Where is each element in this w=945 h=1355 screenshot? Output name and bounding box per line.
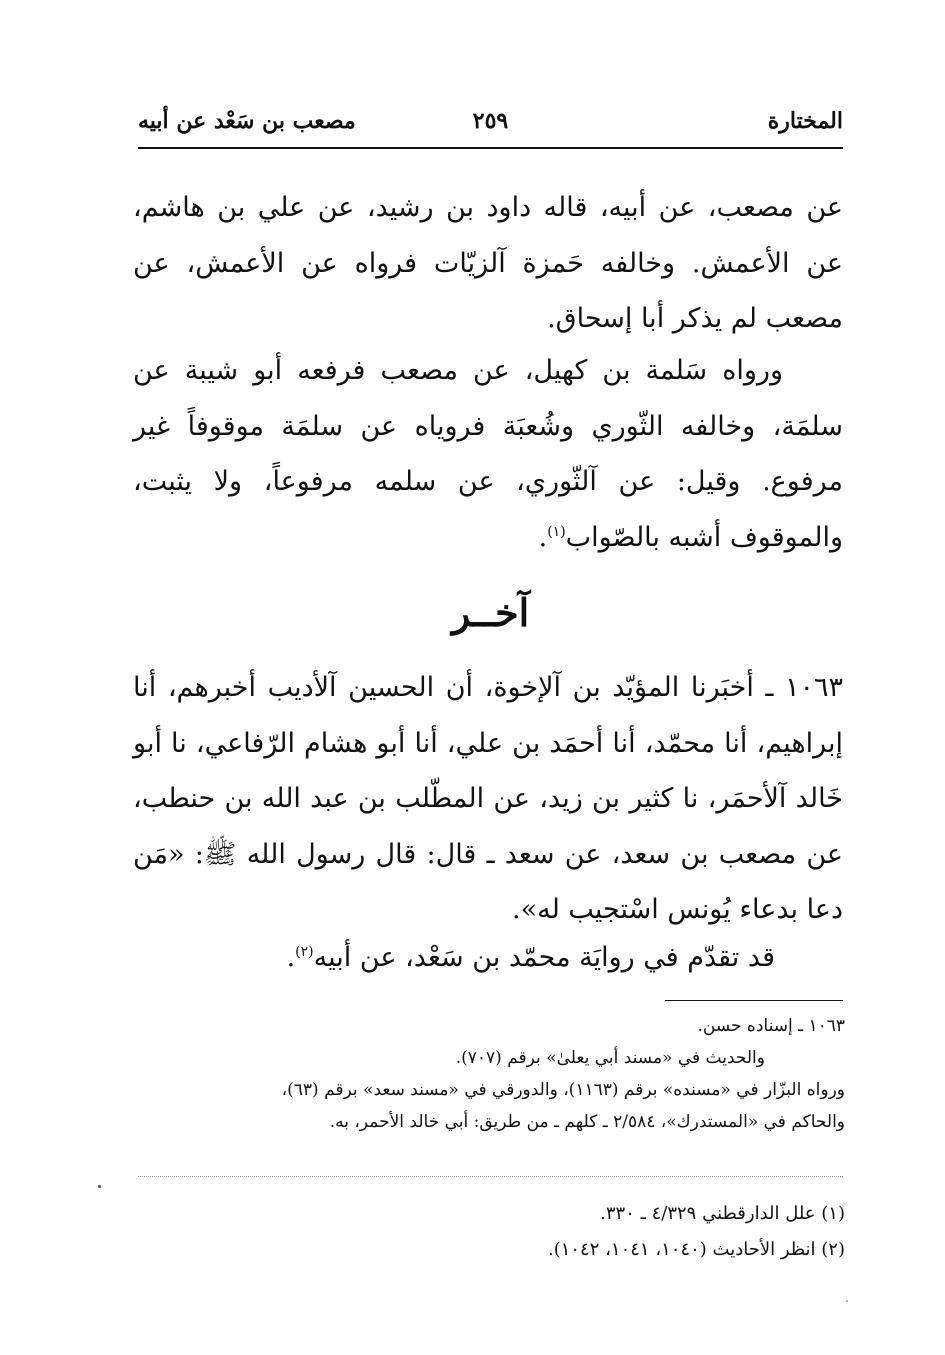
footnote-ref-2[interactable]: (٢)	[295, 944, 314, 960]
note-line-2: والحديث في «مسند أبي يعلىٰ» برقم (٧٠٧).	[455, 1048, 765, 1068]
paragraph-1: عن مصعب، عن أبيه، قاله داود بن رشيد، عن علي بن هاشم، عن الأعمش. وخالفه حَمزة آلزيّات فرواه عن الأعمش، عن مصعب لم يذكر أبا إسحاق.	[133, 192, 843, 334]
book-title: المختارة	[767, 108, 843, 134]
note-line-1: ١٠٦٣ ـ إسناده حسن.	[697, 1016, 845, 1036]
notes-separator	[665, 1000, 843, 1001]
section-heading: آخــر	[451, 590, 530, 635]
paragraph-2-end: .	[538, 521, 548, 553]
scan-speck-2	[846, 1300, 848, 1302]
scan-speck	[98, 1185, 101, 1188]
hadith-notes	[133, 1010, 845, 1138]
paragraph-4-text: قد تقدّم في روايَة محمّد بن سَعْد، عن أبيه	[313, 942, 775, 973]
footnotes-separator	[138, 1176, 843, 1177]
paragraph-2	[133, 343, 843, 565]
note-line-3: ورواه البزّار في «مسنده» برقم (١١٦٣)، والدورقي في «مسند سعد» برقم (٦٣)،	[281, 1080, 845, 1100]
paragraph-2-text: ورواه سَلمة بن كهيل، عن مصعب فرفعه أبو شيبة عن سلمَة، وخالفه الثّوري وشُعبَة فروياه عن سلمَة موقوفاً غير مرفوع. وقيل: عن آلثّوري، عن سلمه مرفوعاً، ولا يثبت، والموقوف أشبه بالصّواب	[133, 355, 843, 553]
note-line-4: والحاكم في «المستدرك»، ٢/٥٨٤ ـ كلهم ـ من طريق: أبي خالد الأحمر، به.	[329, 1112, 845, 1132]
section-title: مصعب بن سَعْد عن أبيه	[138, 108, 356, 134]
hadith-1063: ١٠٦٣ ـ أخبَرنا المؤيّد بن آلإخوة، أن الحسين آلأديب أخبرهم، أنا إبراهيم، أنا محمّد، أنا أحمَد بن علي، أنا أبو هشام الرّفاعي، نا أبو خَالد آلأحمَر، نا كثير بن زيد، عن المطّلب بن عبد الله بن حنطب، عن مصعب بن سعد، عن سعد ـ قال: قال رسول الله ﷺ: «مَن دعا بدعاء يُونس اسْتجيب له».	[133, 672, 843, 925]
footnote-1: (١) علل الدارقطني ٤/٣٢٩ ـ ٣٣٠.	[600, 1203, 845, 1224]
page-number: ٢٥٩	[472, 108, 509, 134]
footnotes	[133, 1196, 845, 1268]
paragraph-4-end: .	[286, 942, 296, 973]
footnote-2: (٢) انظر الأحاديث (١٠٤٠، ١٠٤١، ١٠٤٢).	[547, 1239, 845, 1260]
paragraph-4	[133, 930, 843, 986]
header-rule	[138, 147, 843, 149]
running-header	[138, 108, 843, 142]
footnote-ref-1[interactable]: (١)	[547, 523, 566, 540]
